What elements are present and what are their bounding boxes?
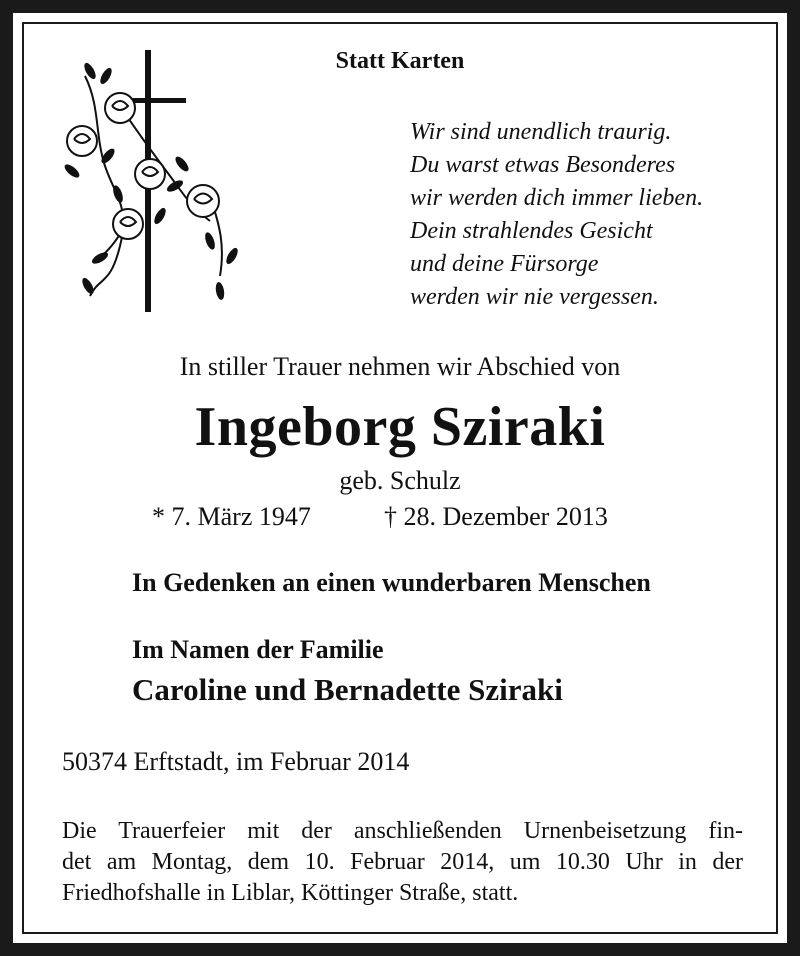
family-names: Caroline und Bernadette Sziraki — [132, 672, 563, 707]
funeral-line: det am Montag, dem 10. Februar 2014, um 10.30 Uhr in der — [62, 849, 743, 875]
poem-line: wir werden dich immer lieben. — [410, 185, 704, 211]
farewell-intro: In stiller Trauer nehmen wir Abschied von — [179, 352, 621, 381]
remembrance-line: In Gedenken an einen wunderbaren Menschen — [132, 568, 651, 597]
maiden-name: geb. Schulz — [339, 466, 461, 495]
poem-line: Dein strahlendes Gesicht — [410, 218, 653, 244]
family-label: Im Namen der Familie — [132, 635, 384, 664]
funeral-line: Die Trauerfeier mit der anschließenden Urnenbeisetzung fin- — [62, 818, 743, 844]
cross-with-roses-icon — [60, 46, 245, 316]
header-title: Statt Karten — [335, 48, 465, 74]
deceased-name: Ingeborg Sziraki — [194, 396, 606, 458]
poem-line: werden wir nie vergessen. — [410, 284, 659, 310]
poem-line: Du warst etwas Besonderes — [410, 152, 676, 178]
funeral-line: Friedhofshalle in Liblar, Köttinger Straße, statt. — [62, 880, 519, 906]
poem — [410, 116, 703, 314]
death-date: † 28. Dezember 2013 — [384, 502, 608, 531]
birth-date: * 7. März 1947 — [152, 502, 311, 531]
poem-line: und deine Fürsorge — [410, 251, 599, 277]
poem-line: Wir sind unendlich traurig. — [410, 119, 672, 145]
place-date: 50374 Erftstadt, im Februar 2014 — [62, 747, 410, 776]
funeral-info — [62, 816, 743, 909]
